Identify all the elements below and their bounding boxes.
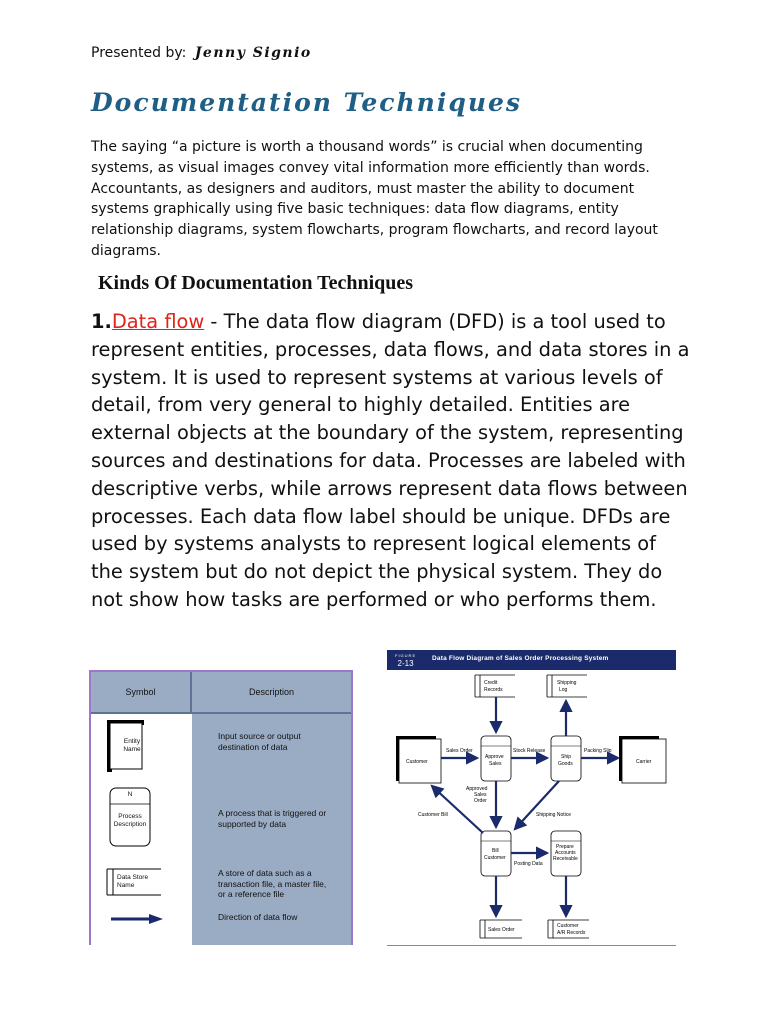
svg-text:Credit: Credit [484,680,498,686]
svg-text:Sales: Sales [489,761,502,767]
approved-order-flow-label-1: Approved [466,786,488,792]
svg-text:Prepare: Prepare [556,844,574,850]
section-number: 1. [91,310,112,333]
approved-order-flow-label-3: Order [474,798,487,804]
svg-text:Receivable: Receivable [553,856,578,862]
data-flow-body: - The data flow diagram (DFD) is a tool used to represent entities, processes, data flows, and data stores in a system. It is used to represent systems at various levels of detail, from very general to highly detailed. Entities are external objects at the boundary of the system, representing sources and destinations for data. Processes are labeled with descriptive verbs, while arrows represent data flows between processes. Each data flow label should be unique. DFDs are used by systems analysts to represent logical elements of the system but do not depict the physical system. They do not show how tasks are performed or who performs them. [91,310,690,611]
sales-order-store [480,920,522,938]
presented-by [91,45,312,61]
credit-records-store [475,675,515,697]
process-label: Process Description [113,813,147,828]
customer-bill-flow-label: Customer Bill [418,812,448,818]
process-description: A process that is triggered or supported by data [218,808,327,829]
sales-order-flow-label: Sales Order [446,748,473,754]
shipping-log-store [547,675,587,697]
customer-ar-store [548,920,589,938]
svg-text:Customer: Customer [406,759,428,765]
svg-text:A/R Records: A/R Records [557,930,586,936]
approve-sales-process [481,736,511,781]
data-flow-link[interactable]: Data flow [111,310,205,333]
svg-text:Accounts: Accounts [555,850,576,856]
stock-release-flow-label: Stock Release [513,748,546,754]
svg-text:Records: Records [484,687,503,693]
figure-title: Data Flow Diagram of Sales Order Processing System [432,655,609,662]
presented-label: Presented by: [91,45,187,61]
customer-entity [396,736,441,783]
svg-text:Log: Log [559,687,568,693]
data-flows [432,697,618,916]
entity-label: Entity Name [123,738,141,753]
data-store-description: A store of data such as a transaction file, a master file, or a reference file [218,868,327,899]
carrier-entity [619,736,666,783]
svg-text:Carrier: Carrier [636,759,652,765]
svg-text:Shipping: Shipping [557,680,577,686]
sales-order-dfd-figure [387,650,676,946]
svg-text:Goods: Goods [558,761,573,767]
svg-text:Bill: Bill [492,848,499,854]
process-number: N [127,791,133,798]
shipping-notice-flow-label: Shipping Notice [536,812,572,818]
svg-text:Ship: Ship [561,754,572,760]
document-title: Documentation Techniques [91,88,522,117]
symbol-column-header: Symbol [91,672,192,714]
svg-text:Sales Order: Sales Order [488,927,515,933]
packing-slip-flow-label: Packing Slip [584,748,612,754]
posting-data-flow-label: Posting Data [514,861,543,867]
kinds-heading: Kinds Of Documentation Techniques [98,272,414,294]
data-flow-description: Direction of data flow [218,912,298,922]
approved-order-flow-label-2: Sales [474,792,487,798]
bill-customer-process [481,831,511,876]
svg-text:Customer: Customer [484,855,506,861]
figure-banner [387,650,676,670]
presenter-name: Jenny Signio [194,45,312,61]
data-store-label: Data Store Name [117,874,149,889]
svg-text:Customer: Customer [557,923,579,929]
prepare-ar-process [551,831,581,876]
dfd-diagram [387,670,676,945]
svg-text:Approve: Approve [485,754,504,760]
dfd-symbol-table [89,670,353,945]
data-flow-paragraph [91,308,691,614]
intro-paragraph: The saying “a picture is worth a thousand words” is crucial when documenting systems, as visual images convey vital information more efficiently than words. Accountants, as designers and auditors, must master the ability to document systems graphically using five basic techniques: data flow diagrams, entity relationship diagrams, system flowcharts, program flowcharts, and record layout diagrams. [91,139,658,259]
figure-number: FIGURE 2-13 [395,653,417,668]
data-flow-arrow-symbol [111,914,163,924]
entity-description: Input source or output destination of data [218,731,301,752]
ship-goods-process [551,736,581,781]
description-column-header: Description [192,672,351,714]
